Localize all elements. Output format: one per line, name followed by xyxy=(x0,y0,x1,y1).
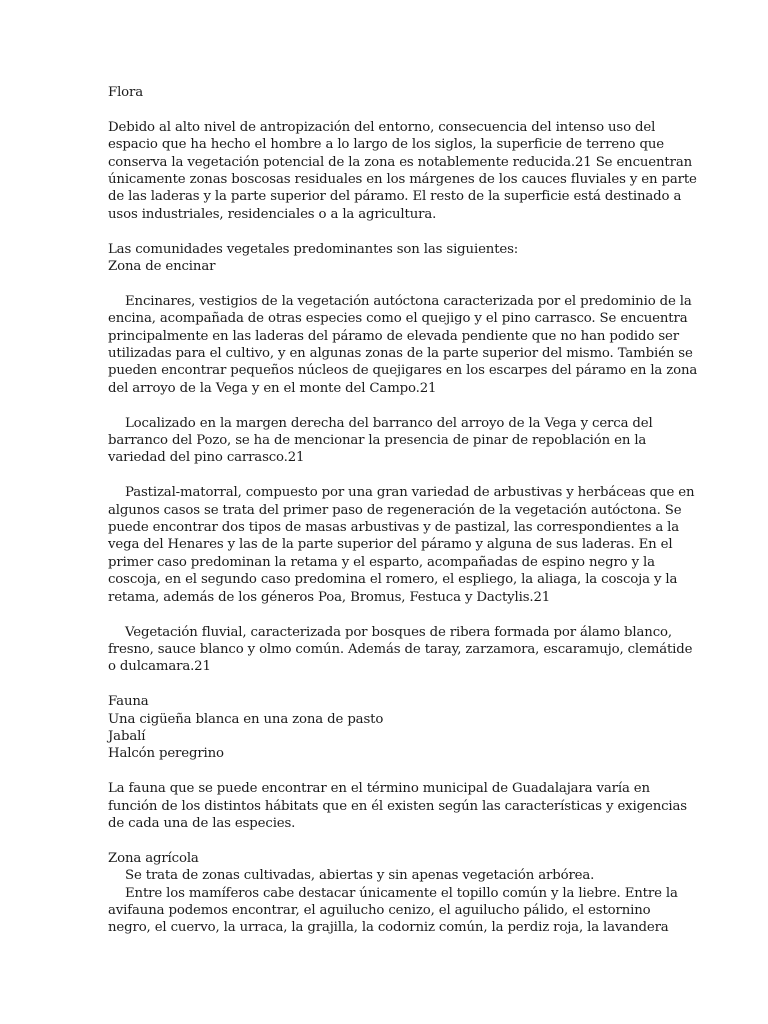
text-line: del arroyo de la Vega y en el monte del Campo.21 xyxy=(108,380,437,396)
text-line: espacio que ha hecho el hombre a lo largo de los siglos, la superficie de terreno que xyxy=(108,137,664,153)
text-line: primer caso predominan la retama y el esparto, acompañadas de espino negro y la xyxy=(108,554,655,570)
zona-encinar-heading: Zona de encinar xyxy=(108,259,216,275)
text-line: pueden encontrar pequeños núcleos de quejigares en los escarpes del páramo en la zona xyxy=(108,363,698,379)
text-line: utilizadas para el cultivo, y en algunas zonas de la parte superior del mismo. También se xyxy=(108,346,693,362)
text-line: barranco del Pozo, se ha de mencionar la presencia de pinar de repoblación en la xyxy=(108,433,647,449)
image-caption: Jabalí xyxy=(108,728,146,744)
paragraph-fluvial xyxy=(108,624,693,676)
text-line: variedad del pino carrasco.21 xyxy=(108,450,305,466)
text-line: de cada una de las especies. xyxy=(108,815,296,831)
flora-heading: Flora xyxy=(108,85,144,100)
paragraph-intro xyxy=(108,119,697,223)
text-line: principalmente en las laderas del páramo de elevada pendiente que no han podido ser xyxy=(108,328,679,344)
paragraph-pastizal xyxy=(108,484,695,606)
text-line: avifauna podemos encontrar, el aguilucho cenizo, el aguilucho pálido, el estornino xyxy=(108,902,651,918)
paragraph-fauna xyxy=(108,780,687,832)
text-line: únicamente zonas boscosas residuales en los márgenes de los cauces fluviales y en parte xyxy=(108,172,697,188)
fauna-heading: Fauna xyxy=(108,694,149,710)
text-line: conserva la vegetación potencial de la zona es notablemente reducida.21 Se encuentran xyxy=(108,154,693,170)
paragraph-pinar xyxy=(108,415,653,467)
text-line: Pastizal-matorral, compuesto por una gran variedad de arbustivas y herbáceas que en xyxy=(125,485,695,501)
text-line: de las laderas y la parte superior del páramo. El resto de la superficie está destinado a xyxy=(108,189,682,205)
text-line: función de los distintos hábitats que en él existen según las características y exigencias xyxy=(108,798,687,814)
text-line: fresno, sauce blanco y olmo común. Además de taray, zarzamora, escaramujo, clemátide xyxy=(108,641,693,657)
text-line: o dulcamara.21 xyxy=(108,659,211,675)
communities-intro: Las comunidades vegetales predominantes son las siguientes: xyxy=(108,241,519,257)
text-line: encina, acompañada de otras especies como el quejigo y el pino carrasco. Se encuentra xyxy=(108,311,688,327)
text-line: Vegetación fluvial, caracterizada por bosques de ribera formada por álamo blanco, xyxy=(125,624,672,640)
text-line: Localizado en la margen derecha del barranco del arroyo de la Vega y cerca del xyxy=(125,415,653,431)
image-caption: Halcón peregrino xyxy=(108,746,224,762)
text-line: Debido al alto nivel de antropización del entorno, consecuencia del intenso uso del xyxy=(108,119,656,135)
paragraph-agricola xyxy=(108,867,678,937)
text-line: La fauna que se puede encontrar en el término municipal de Guadalajara varía en xyxy=(108,781,650,797)
text-line: coscoja, en el segundo caso predomina el romero, el espliego, la aliaga, la coscoja y la xyxy=(108,572,678,588)
image-caption: Una cigüeña blanca en una zona de pasto xyxy=(108,711,384,727)
text-line: vega del Henares y las de la parte superior del páramo y alguna de sus laderas. En el xyxy=(108,537,673,553)
text-line: negro, el cuervo, la urraca, la grajilla, la codorniz común, la perdiz roja, la lavandera xyxy=(108,920,669,936)
text-line: puede encontrar dos tipos de masas arbustivas y de pastizal, las correspondientes a la xyxy=(108,520,680,536)
text-line: retama, además de los géneros Poa, Bromus, Festuca y Dactylis.21 xyxy=(108,589,551,605)
text-line: Se trata de zonas cultivadas, abiertas y sin apenas vegetación arbórea. xyxy=(125,868,595,884)
paragraph-encinares xyxy=(108,293,698,397)
document-page xyxy=(108,84,698,937)
text-line: Encinares, vestigios de la vegetación autóctona caracterizada por el predominio de la xyxy=(125,293,692,309)
text-line: algunos casos se trata del primer paso de regeneración de la vegetación autóctona. Se xyxy=(108,502,682,518)
text-line: Entre los mamíferos cabe destacar únicamente el topillo común y la liebre. Entre la xyxy=(125,885,678,901)
zona-agricola-heading: Zona agrícola xyxy=(108,850,199,866)
text-line: usos industriales, residenciales o a la agricultura. xyxy=(108,206,437,222)
